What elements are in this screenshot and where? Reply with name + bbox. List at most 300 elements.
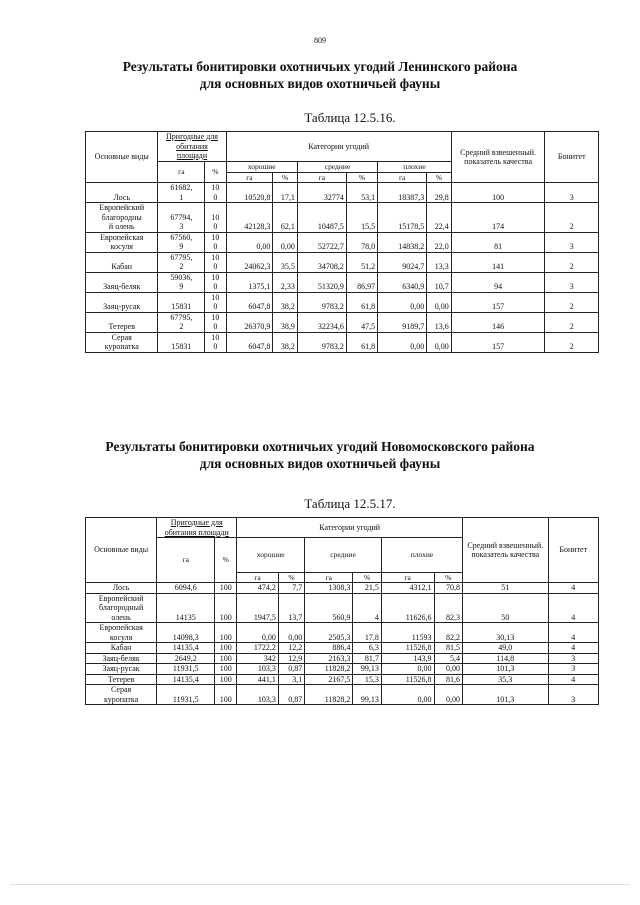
col-categories-header: Категории угодий: [226, 132, 451, 162]
good-pct-cell: 12,9: [278, 653, 304, 664]
medium-ha-cell: 1308,3: [305, 583, 353, 594]
good-ha-cell: 1947,5: [237, 593, 279, 623]
poor-ha-cell: 11626,6: [381, 593, 434, 623]
medium-pct-cell: 61,8: [346, 292, 377, 312]
habitat-ha-cell: [157, 653, 215, 664]
habitat-pct-cell-line: 0: [213, 342, 218, 351]
species-name-cell: [86, 653, 157, 664]
poor-ha-cell: 11526,8: [381, 643, 434, 654]
habitat-ha-cell-line: 2: [179, 322, 184, 331]
good-header: хорошие: [237, 538, 305, 573]
medium-ha-cell: 886,4: [305, 643, 353, 654]
avg-cell: 101,3: [463, 685, 548, 705]
good-ha-cell: 441,1: [237, 674, 279, 685]
poor-ha-cell: 0,00: [378, 332, 427, 352]
poor-ha-cell: 0,00: [378, 292, 427, 312]
habitat-pct-cell-line: 10: [211, 312, 220, 322]
poor-header: плохие: [378, 161, 452, 172]
scan-artifact-line: [10, 884, 630, 885]
good-header: хорошие: [226, 161, 297, 172]
habitat-ha-cell: [158, 272, 205, 292]
section1-title-line1: Результаты бонитировки охотничьих угодий Ленинского района: [122, 59, 518, 74]
medium-pct-cell: 78,0: [346, 232, 377, 252]
bonitet-cell: 4: [548, 583, 598, 594]
good-ha-cell: 10520,8: [226, 183, 273, 203]
good-pct-cell: 35,5: [273, 252, 298, 272]
good-ha-cell: 6047,8: [226, 332, 273, 352]
good-ha-cell: 0,00: [226, 232, 273, 252]
species-name-cell-line: Европейский: [99, 203, 145, 212]
poor-ha-cell: 14838,2: [378, 232, 427, 252]
habitat-ha-cell-line: 14098,3: [172, 632, 199, 642]
habitat-ha-cell-line: 2: [179, 262, 184, 271]
species-name-cell-line: куропатка: [104, 694, 139, 704]
habitat-pct-cell: [205, 292, 226, 312]
table-row: [86, 183, 599, 203]
poor-pct-cell: 0,00: [434, 664, 463, 675]
habitat-pct-cell: [205, 312, 226, 332]
good-pct-cell: 62,1: [273, 203, 298, 233]
habitat-pct-cell-line: 0: [213, 322, 218, 331]
species-name-cell-line: Кабан: [110, 643, 132, 652]
habitat-ha-cell-line: 3: [179, 222, 184, 231]
avg-cell: 157: [451, 332, 545, 352]
medium-ha-cell: 10487,5: [297, 203, 346, 233]
habitat-pct-cell-line: 0: [213, 282, 218, 291]
habitat-ha-header: га: [158, 161, 205, 183]
medium-ha-cell: 9783,2: [297, 332, 346, 352]
poor-pct-cell: 81,6: [434, 674, 463, 685]
good-ha-cell: 6047,8: [226, 292, 273, 312]
avg-cell: 94: [451, 272, 545, 292]
habitat-ha-cell-line: 9: [179, 242, 184, 251]
medium-ha-cell: 34708,2: [297, 252, 346, 272]
habitat-pct-cell-line: 100: [219, 664, 232, 673]
habitat-pct-cell: [215, 643, 237, 654]
bonitet-cell: 4: [548, 593, 598, 623]
poor-pct-cell: 0,00: [427, 292, 452, 312]
habitat-ha-cell-line: 11931,5: [172, 664, 199, 673]
good-pct-header: %: [273, 172, 298, 183]
habitat-pct-cell: [215, 583, 237, 594]
species-name-cell-line: Тетерев: [108, 322, 135, 331]
medium-header: средние: [297, 161, 377, 172]
habitat-ha-cell: [158, 292, 205, 312]
habitat-ha-cell-line: 11931,5: [172, 694, 199, 704]
habitat-ha-cell-line: 67795,: [170, 312, 193, 322]
species-name-cell: [86, 183, 158, 203]
habitat-pct-cell-line: 100: [219, 674, 232, 684]
good-ha-cell: 24062,3: [226, 252, 273, 272]
medium-pct-cell: 99,13: [353, 664, 381, 675]
habitat-pct-cell-line: 100: [219, 643, 232, 652]
poor-pct-cell: 22,4: [427, 203, 452, 233]
habitat-pct-cell: [215, 674, 237, 685]
species-name-cell: [86, 685, 157, 705]
poor-ha-cell: 11526,8: [381, 674, 434, 685]
bonitet-cell: 2: [545, 292, 599, 312]
habitat-ha-cell-line: 67795,: [170, 252, 193, 262]
habitat-pct-cell-line: 0: [213, 222, 218, 231]
good-pct-header: %: [278, 572, 304, 583]
habitat-pct-header: %: [205, 161, 226, 183]
good-pct-cell: 0,00: [278, 623, 304, 643]
good-pct-cell: 3,1: [278, 674, 304, 685]
good-pct-cell: 0,87: [278, 664, 304, 675]
bonitet-cell: 3: [545, 232, 599, 252]
medium-pct-cell: 15,3: [353, 674, 381, 685]
col-bonitet-header: Бонитет: [548, 518, 598, 583]
poor-pct-header: %: [427, 172, 452, 183]
good-ha-cell: 103,3: [237, 664, 279, 675]
habitat-pct-cell-line: 100: [219, 612, 232, 622]
species-name-cell-line: Европейский: [98, 593, 144, 603]
habitat-pct-cell-line: 0: [213, 262, 218, 271]
habitat-ha-cell: [158, 203, 205, 233]
poor-ha-cell: 0,00: [381, 685, 434, 705]
good-pct-cell: 0,87: [278, 685, 304, 705]
poor-pct-cell: 10,7: [427, 272, 452, 292]
medium-ha-cell: 9783,2: [297, 292, 346, 312]
habitat-pct-cell-line: 100: [219, 632, 232, 642]
habitat-ha-cell-line: 9: [179, 282, 184, 291]
habitat-ha-cell-line: 1: [179, 192, 184, 202]
bonitet-cell: 2: [545, 203, 599, 233]
medium-pct-cell: 53,1: [346, 183, 377, 203]
species-name-cell: [86, 272, 158, 292]
habitat-ha-cell-line: 59036,: [170, 272, 193, 282]
habitat-ha-cell-line: 67794,: [170, 212, 193, 222]
medium-ha-cell: 2163,3: [305, 653, 353, 664]
medium-pct-cell: 99,13: [353, 685, 381, 705]
table-row: [86, 292, 599, 312]
avg-cell: 157: [451, 292, 545, 312]
medium-ha-cell: 51320,9: [297, 272, 346, 292]
species-name-cell: [86, 332, 158, 352]
good-ha-cell: 42128,3: [226, 203, 273, 233]
species-name-cell-line: Европейская: [100, 232, 144, 242]
section1-title: [0, 58, 640, 92]
poor-ha-cell: 9024,7: [378, 252, 427, 272]
poor-ha-cell: 143,9: [381, 653, 434, 664]
habitat-ha-cell-line: 67560,: [170, 232, 193, 242]
poor-ha-header: га: [381, 572, 434, 583]
medium-pct-cell: 61,8: [346, 332, 377, 352]
poor-ha-cell: 11593: [381, 623, 434, 643]
table-row: [86, 643, 599, 654]
poor-header: плохие: [381, 538, 462, 573]
medium-pct-cell: 86,97: [346, 272, 377, 292]
medium-ha-cell: 11828,2: [305, 685, 353, 705]
poor-ha-cell: 0,00: [381, 664, 434, 675]
habitat-ha-cell: [157, 685, 215, 705]
species-name-cell-line: Европейская: [99, 623, 143, 632]
medium-pct-cell: 51,2: [346, 252, 377, 272]
habitat-ha-cell: [158, 232, 205, 252]
section1-title-line2: для основных видов охотничьей фауны: [199, 76, 441, 91]
habitat-pct-cell-line: 0: [213, 242, 218, 251]
avg-cell: 51: [463, 583, 548, 594]
medium-ha-header: га: [297, 172, 346, 183]
section2-title-line2: для основных видов охотничьей фауны: [199, 456, 441, 471]
medium-pct-cell: 4: [353, 593, 381, 623]
bonitet-cell: 2: [545, 332, 599, 352]
avg-cell: 146: [451, 312, 545, 332]
col-species-header: Основные виды: [86, 132, 158, 183]
poor-pct-header: %: [434, 572, 463, 583]
medium-pct-cell: 6,3: [353, 643, 381, 654]
habitat-pct-cell: [215, 664, 237, 675]
medium-ha-cell: 32774: [297, 183, 346, 203]
poor-pct-cell: 0,00: [427, 332, 452, 352]
bonitet-cell: 3: [548, 664, 598, 675]
species-name-cell: [86, 252, 158, 272]
poor-pct-cell: 5,4: [434, 653, 463, 664]
poor-ha-header: га: [378, 172, 427, 183]
medium-pct-cell: 81,7: [353, 653, 381, 664]
avg-cell: 141: [451, 252, 545, 272]
good-ha-cell: 1722,2: [237, 643, 279, 654]
medium-pct-cell: 15,5: [346, 203, 377, 233]
poor-ha-cell: 6340,9: [378, 272, 427, 292]
poor-pct-cell: 22,0: [427, 232, 452, 252]
bonitet-cell: 3: [545, 183, 599, 203]
species-name-cell-line: Заяц-беляк: [103, 282, 141, 291]
avg-cell: 50: [463, 593, 548, 623]
table-row: [86, 674, 599, 685]
medium-pct-cell: 17,8: [353, 623, 381, 643]
bonitet-cell: 2: [545, 312, 599, 332]
species-name-cell-line: косуля: [109, 632, 133, 642]
page-number: 809: [314, 36, 326, 45]
avg-cell: 30,13: [463, 623, 548, 643]
col-avg-header: Средний взвешенный. показатель качества: [451, 132, 545, 183]
good-pct-cell: 2,33: [273, 272, 298, 292]
poor-ha-cell: 15178,5: [378, 203, 427, 233]
habitat-ha-cell: [157, 623, 215, 643]
species-name-cell-line: благородный: [98, 603, 144, 612]
table1-caption: Таблица 12.5.16.: [304, 110, 396, 125]
habitat-pct-cell-line: 100: [219, 653, 232, 663]
species-name-cell: [86, 664, 157, 675]
habitat-pct-cell-line: 100: [219, 583, 232, 592]
habitat-pct-cell-line: 10: [211, 232, 220, 242]
poor-ha-cell: 18387,3: [378, 183, 427, 203]
table2-caption: Таблица 12.5.17.: [304, 496, 396, 511]
avg-cell: 49,0: [463, 643, 548, 654]
habitat-pct-cell-line: 10: [211, 212, 220, 222]
good-pct-cell: 12,2: [278, 643, 304, 654]
habitat-pct-header: %: [215, 538, 237, 583]
habitat-pct-cell-line: 0: [213, 302, 218, 311]
habitat-ha-header: га: [157, 538, 215, 583]
habitat-pct-cell: [205, 232, 226, 252]
habitat-pct-cell: [205, 183, 226, 203]
medium-pct-cell: 47,5: [346, 312, 377, 332]
bonitet-cell: 4: [548, 623, 598, 643]
medium-header: средние: [305, 538, 382, 573]
species-name-cell: [86, 593, 157, 623]
table-row: [86, 252, 599, 272]
poor-pct-cell: 29,8: [427, 183, 452, 203]
species-name-cell-line: Серая: [111, 685, 132, 694]
poor-pct-cell: 70,8: [434, 583, 463, 594]
species-name-cell-line: благородны: [101, 212, 142, 222]
medium-pct-header: %: [353, 572, 381, 583]
medium-pct-header: %: [346, 172, 377, 183]
table-row: [86, 593, 599, 623]
good-ha-cell: 103,3: [237, 685, 279, 705]
medium-ha-cell: 560,9: [305, 593, 353, 623]
good-ha-cell: 0,00: [237, 623, 279, 643]
species-name-cell-line: куропатка: [104, 342, 139, 351]
avg-cell: 81: [451, 232, 545, 252]
section2-title: [0, 438, 640, 472]
species-name-cell-line: Заяц-беляк: [102, 653, 140, 663]
poor-pct-cell: 81,5: [434, 643, 463, 654]
habitat-pct-cell: [215, 685, 237, 705]
habitat-ha-cell-line: 61682,: [170, 183, 193, 192]
habitat-ha-cell: [157, 593, 215, 623]
species-name-cell-line: Заяц-русак: [102, 664, 140, 673]
species-name-cell: [86, 312, 158, 332]
good-ha-header: га: [226, 172, 273, 183]
medium-ha-cell: 2167,5: [305, 674, 353, 685]
habitat-ha-cell: [158, 312, 205, 332]
habitat-ha-cell: [157, 643, 215, 654]
good-ha-cell: 474,2: [237, 583, 279, 594]
col-species-header: Основные виды: [86, 518, 157, 583]
habitat-ha-cell-line: 6094,6: [174, 583, 197, 592]
species-name-cell-line: Кабан: [111, 262, 133, 271]
good-pct-cell: 17,1: [273, 183, 298, 203]
habitat-ha-cell-line: 14135,4: [172, 674, 199, 684]
col-habitat-header: [157, 518, 237, 538]
table-row: [86, 232, 599, 252]
col-avg-header: Средний взвешенный. показатель качества: [463, 518, 548, 583]
bonitet-cell: 3: [545, 272, 599, 292]
table-row: [86, 272, 599, 292]
table-row: [86, 203, 599, 233]
habitat-pct-cell-line: 10: [211, 292, 220, 302]
col-bonitet-header: Бонитет: [545, 132, 599, 183]
good-ha-cell: 26370,9: [226, 312, 273, 332]
table-row: [86, 623, 599, 643]
avg-cell: 101,3: [463, 664, 548, 675]
habitat-pct-cell-line: 10: [211, 252, 220, 262]
habitat-pct-cell-line: 100: [219, 694, 232, 704]
habitat-pct-cell-line: 10: [211, 332, 220, 342]
good-pct-cell: 7,7: [278, 583, 304, 594]
habitat-ha-cell: [157, 674, 215, 685]
table-12-5-17: [85, 517, 599, 705]
good-pct-cell: 38,9: [273, 312, 298, 332]
habitat-label: Пригодные для обитания площади: [164, 518, 229, 537]
col-categories-header: Категории угодий: [237, 518, 463, 538]
medium-ha-cell: 52722,7: [297, 232, 346, 252]
table-row: [86, 653, 599, 664]
species-name-cell-line: Лось: [112, 583, 130, 592]
poor-pct-cell: 82,2: [434, 623, 463, 643]
habitat-ha-cell: [158, 183, 205, 203]
habitat-ha-cell-line: 2649,2: [174, 653, 197, 663]
avg-cell: 114,8: [463, 653, 548, 664]
medium-ha-header: га: [305, 572, 353, 583]
habitat-pct-cell-line: 0: [213, 192, 218, 202]
good-pct-cell: 38,2: [273, 332, 298, 352]
medium-ha-cell: 32234,6: [297, 312, 346, 332]
species-name-cell: [86, 674, 157, 685]
habitat-ha-cell-line: 14135,4: [172, 643, 199, 652]
poor-pct-cell: 0,00: [434, 685, 463, 705]
habitat-pct-cell: [215, 653, 237, 664]
poor-pct-cell: 13,3: [427, 252, 452, 272]
good-ha-header: га: [237, 572, 279, 583]
table-row: [86, 685, 599, 705]
species-name-cell-line: й олень: [108, 222, 135, 231]
good-pct-cell: 13,7: [278, 593, 304, 623]
species-name-cell: [86, 583, 157, 594]
bonitet-cell: 4: [548, 643, 598, 654]
poor-pct-cell: 13,6: [427, 312, 452, 332]
habitat-ha-cell-line: 15831: [171, 302, 192, 311]
table-row: [86, 664, 599, 675]
species-name-cell-line: Серая: [111, 332, 132, 342]
table-row: [86, 312, 599, 332]
species-name-cell-line: Лось: [113, 192, 131, 202]
good-pct-cell: 38,2: [273, 292, 298, 312]
medium-pct-cell: 21,5: [353, 583, 381, 594]
habitat-pct-cell: [215, 623, 237, 643]
good-ha-cell: 1375,1: [226, 272, 273, 292]
avg-cell: 100: [451, 183, 545, 203]
habitat-ha-cell: [157, 664, 215, 675]
medium-ha-cell: 11828,2: [305, 664, 353, 675]
habitat-label: Пригодные для обитания площади: [166, 132, 218, 160]
good-ha-cell: 342: [237, 653, 279, 664]
species-name-cell: [86, 203, 158, 233]
bonitet-cell: 3: [548, 685, 598, 705]
habitat-ha-cell: [158, 252, 205, 272]
habitat-ha-cell-line: 15831: [171, 342, 192, 351]
table-12-5-16: [85, 131, 599, 353]
habitat-pct-cell-line: 10: [211, 272, 220, 282]
species-name-cell: [86, 623, 157, 643]
bonitet-cell: 2: [545, 252, 599, 272]
section2-title-line1: Результаты бонитировки охотничьих угодий Новомосковского района: [105, 439, 535, 454]
species-name-cell: [86, 292, 158, 312]
medium-ha-cell: 2505,3: [305, 623, 353, 643]
species-name-cell: [86, 232, 158, 252]
avg-cell: 174: [451, 203, 545, 233]
habitat-pct-cell: [215, 593, 237, 623]
habitat-pct-cell: [205, 332, 226, 352]
table-row: [86, 583, 599, 594]
col-habitat-header: [158, 132, 226, 162]
poor-pct-cell: 82,3: [434, 593, 463, 623]
habitat-pct-cell: [205, 203, 226, 233]
table-row: [86, 332, 599, 352]
species-name-cell: [86, 643, 157, 654]
avg-cell: 35,3: [463, 674, 548, 685]
species-name-cell-line: Тетерев: [107, 674, 135, 684]
habitat-ha-cell-line: 14135: [175, 612, 196, 622]
habitat-ha-cell: [157, 583, 215, 594]
good-pct-cell: 0,00: [273, 232, 298, 252]
bonitet-cell: 4: [548, 674, 598, 685]
habitat-ha-cell: [158, 332, 205, 352]
bonitet-cell: 3: [548, 653, 598, 664]
